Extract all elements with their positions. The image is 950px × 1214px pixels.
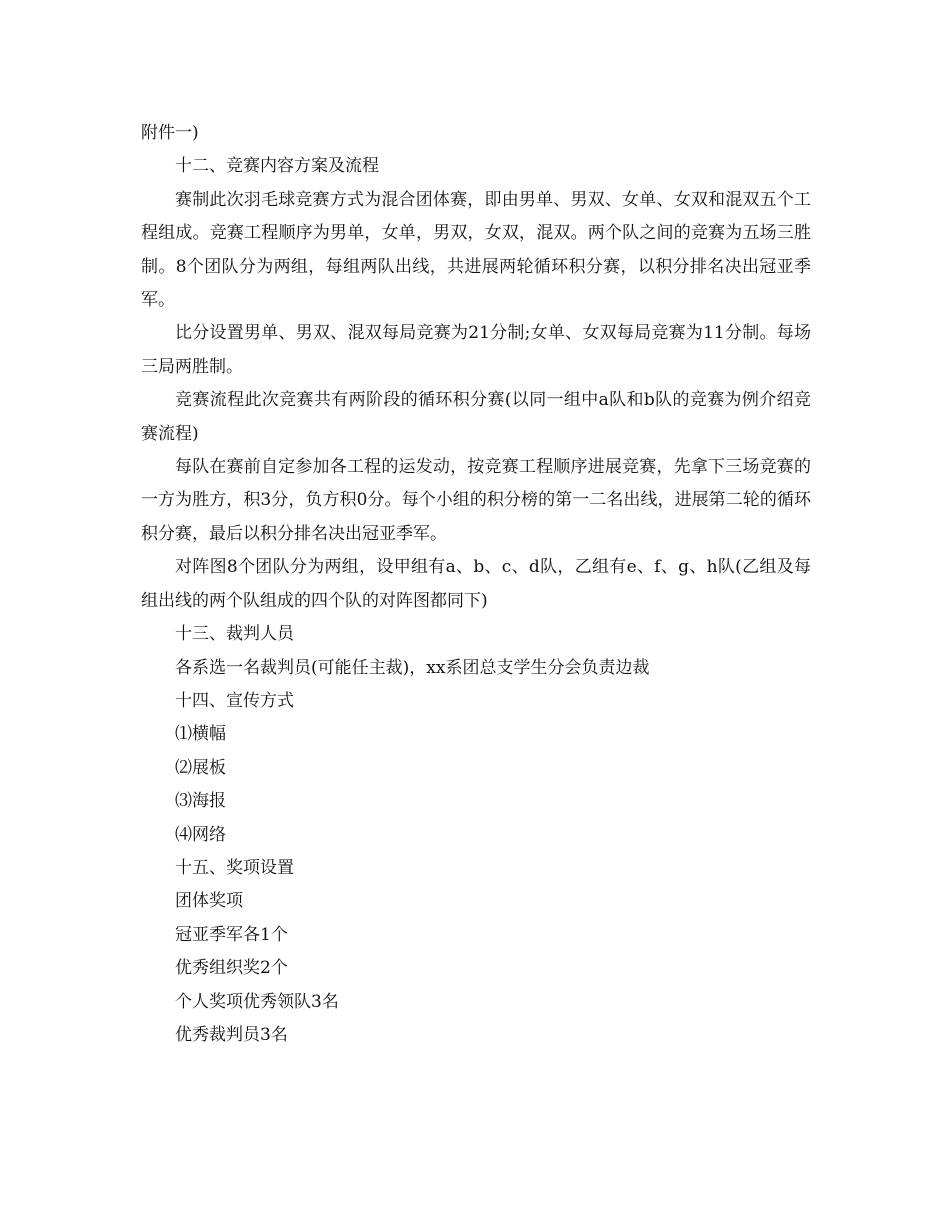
award-item: 优秀裁判员3名 xyxy=(175,1024,288,1045)
score-paragraph: 比分设置男单、男双、混双每局竞赛为21分制;女单、女双每局竞赛为11分制。每场三局两胜制。 xyxy=(141,323,811,377)
flow-paragraph: 竞赛流程此次竞赛共有两阶段的循环积分赛(以同一组中a队和b队的竞赛为例介绍竞赛流程) xyxy=(141,390,811,444)
section-15-heading: 十五、奖项设置 xyxy=(175,857,294,878)
section-12-heading: 十二、竞赛内容方案及流程 xyxy=(175,156,379,177)
section-14-heading: 十四、宣传方式 xyxy=(175,690,294,711)
referee-paragraph: 各系选一名裁判员(可能任主裁)，xx系团总支学生分会负责边裁 xyxy=(175,657,650,678)
team-award-heading: 团体奖项 xyxy=(175,891,243,912)
award-item: 优秀组织奖2个 xyxy=(175,958,288,979)
promo-list-item: ⑷网络 xyxy=(175,824,226,845)
attachment-label: 附件一) xyxy=(141,123,199,143)
award-item: 个人奖项优秀领队3名 xyxy=(175,991,339,1012)
format-paragraph: 赛制此次羽毛球竞赛方式为混合团体赛，即由男单、男双、女单、女双和混双五个工程组成。竞赛工程顺序为男单，女单，男双，女双，混双。两个队之间的竞赛为五场三胜制。8个团队分为两组，每组两队出线，共进展两轮循环积分赛，以积分排名决出冠亚季军。 xyxy=(141,189,811,311)
award-item: 冠亚季军各1个 xyxy=(175,924,288,945)
section-13-heading: 十三、裁判人员 xyxy=(175,624,294,645)
promo-list-item: ⑴横幅 xyxy=(175,724,226,745)
bracket-paragraph: 对阵图8个团队分为两组，设甲组有a、b、c、d队，乙组有e、f、g、h队(乙组及每组出线的两个队组成的四个队的对阵图都同下) xyxy=(141,557,811,611)
rules-paragraph: 每队在赛前自定参加各工程的运发动，按竞赛工程顺序进展竞赛，先拿下三场竞赛的一方为胜方，积3分，负方积0分。每个小组的积分榜的第一二名出线，进展第二轮的循环积分赛，最后以积分排名决出冠亚季军。 xyxy=(141,457,811,544)
promo-list-item: ⑶海报 xyxy=(175,791,226,812)
document-page xyxy=(141,117,811,1052)
promo-list-item: ⑵展板 xyxy=(175,757,226,778)
